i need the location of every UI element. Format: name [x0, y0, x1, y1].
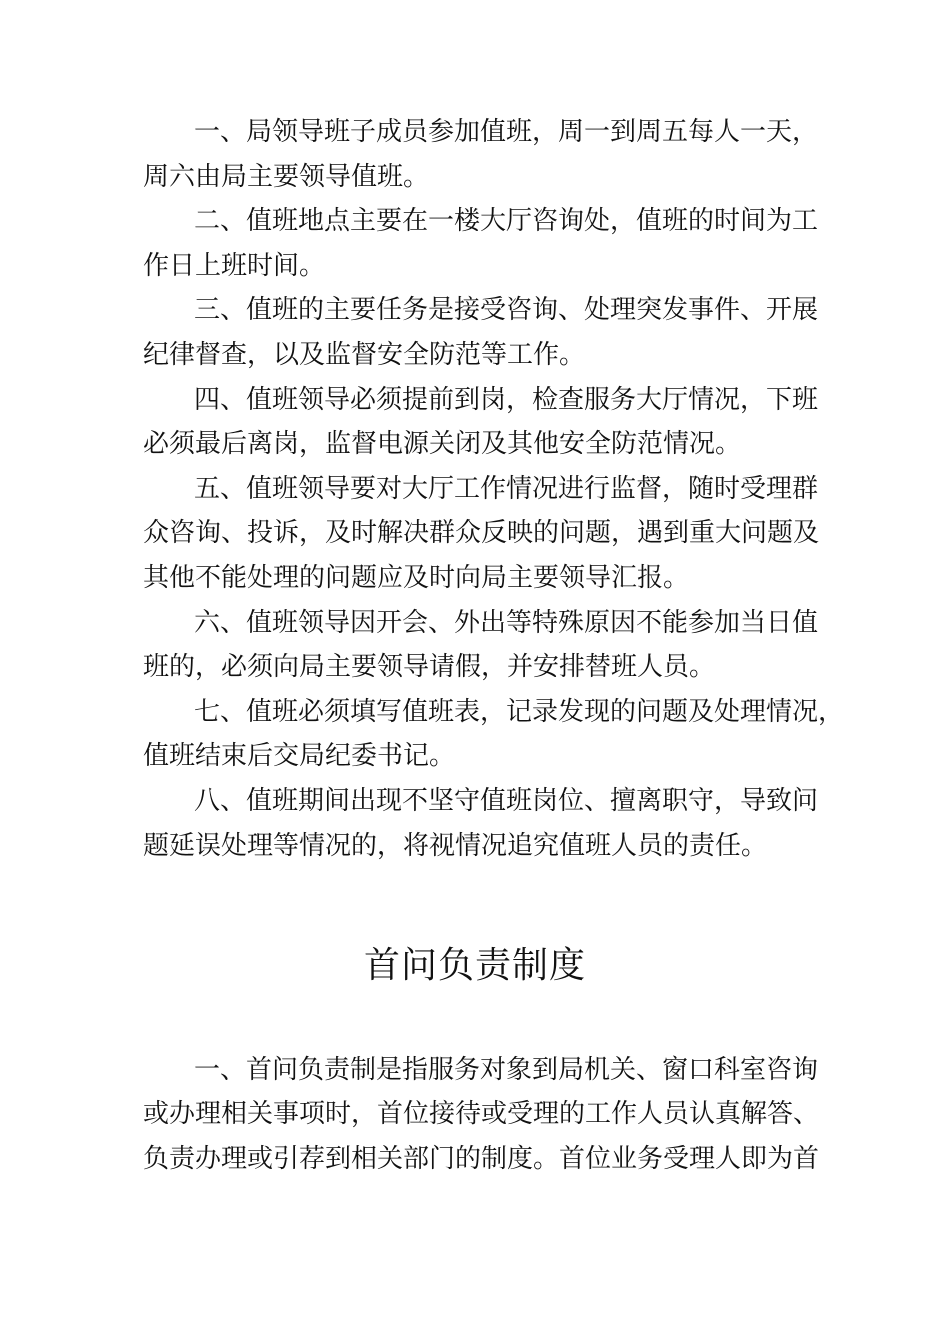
- paragraph-7-line-2: 值班结束后交局纪委书记。: [143, 741, 456, 771]
- paragraph-4-line-2: 必须最后离岗，监督电源关闭及其他安全防范情况。: [143, 429, 742, 459]
- paragraph-2-line-1: 二、值班地点主要在一楼大厅咨询处，值班的时间为工: [194, 206, 819, 236]
- paragraph-2-line-2: 作日上班时间。: [143, 251, 326, 281]
- section2-paragraph-1-line-3: 负责办理或引荐到相关部门的制度。首位业务受理人即为首: [143, 1144, 820, 1174]
- paragraph-5-line-1: 五、值班领导要对大厅工作情况进行监督，随时受理群: [194, 474, 819, 504]
- paragraph-6-line-1: 六、值班领导因开会、外出等特殊原因不能参加当日值: [194, 608, 819, 638]
- paragraph-7-line-1: 七、值班必须填写值班表，记录发现的问题及处理情况，: [194, 697, 845, 727]
- paragraph-1-line-2: 周六由局主要领导值班。: [143, 162, 430, 192]
- paragraph-6-line-2: 班的，必须向局主要领导请假，并安排替班人员。: [143, 652, 716, 682]
- paragraph-1-line-1: 一、局领导班子成员参加值班，周一到周五每人一天，: [194, 117, 819, 147]
- section-title: 首问负责制度: [363, 945, 586, 986]
- section2-paragraph-1-line-1: 一、首问负责制是指服务对象到局机关、窗口科室咨询: [194, 1055, 819, 1085]
- paragraph-3-line-2: 纪律督查，以及监督安全防范等工作。: [143, 340, 586, 370]
- paragraph-3-line-1: 三、值班的主要任务是接受咨询、处理突发事件、开展: [194, 295, 819, 325]
- paragraph-4-line-1: 四、值班领导必须提前到岗，检查服务大厅情况，下班: [194, 385, 819, 415]
- section2-paragraph-1-line-2: 或办理相关事项时，首位接待或受理的工作人员认真解答、: [143, 1099, 820, 1129]
- paragraph-5-line-2: 众咨询、投诉，及时解决群众反映的问题，遇到重大问题及: [143, 518, 820, 548]
- paragraph-8-line-2: 题延误处理等情况的，将视情况追究值班人员的责任。: [143, 831, 768, 861]
- paragraph-8-line-1: 八、值班期间出现不坚守值班岗位、擅离职守，导致问: [194, 786, 819, 816]
- paragraph-5-line-3: 其他不能处理的问题应及时向局主要领导汇报。: [143, 563, 690, 593]
